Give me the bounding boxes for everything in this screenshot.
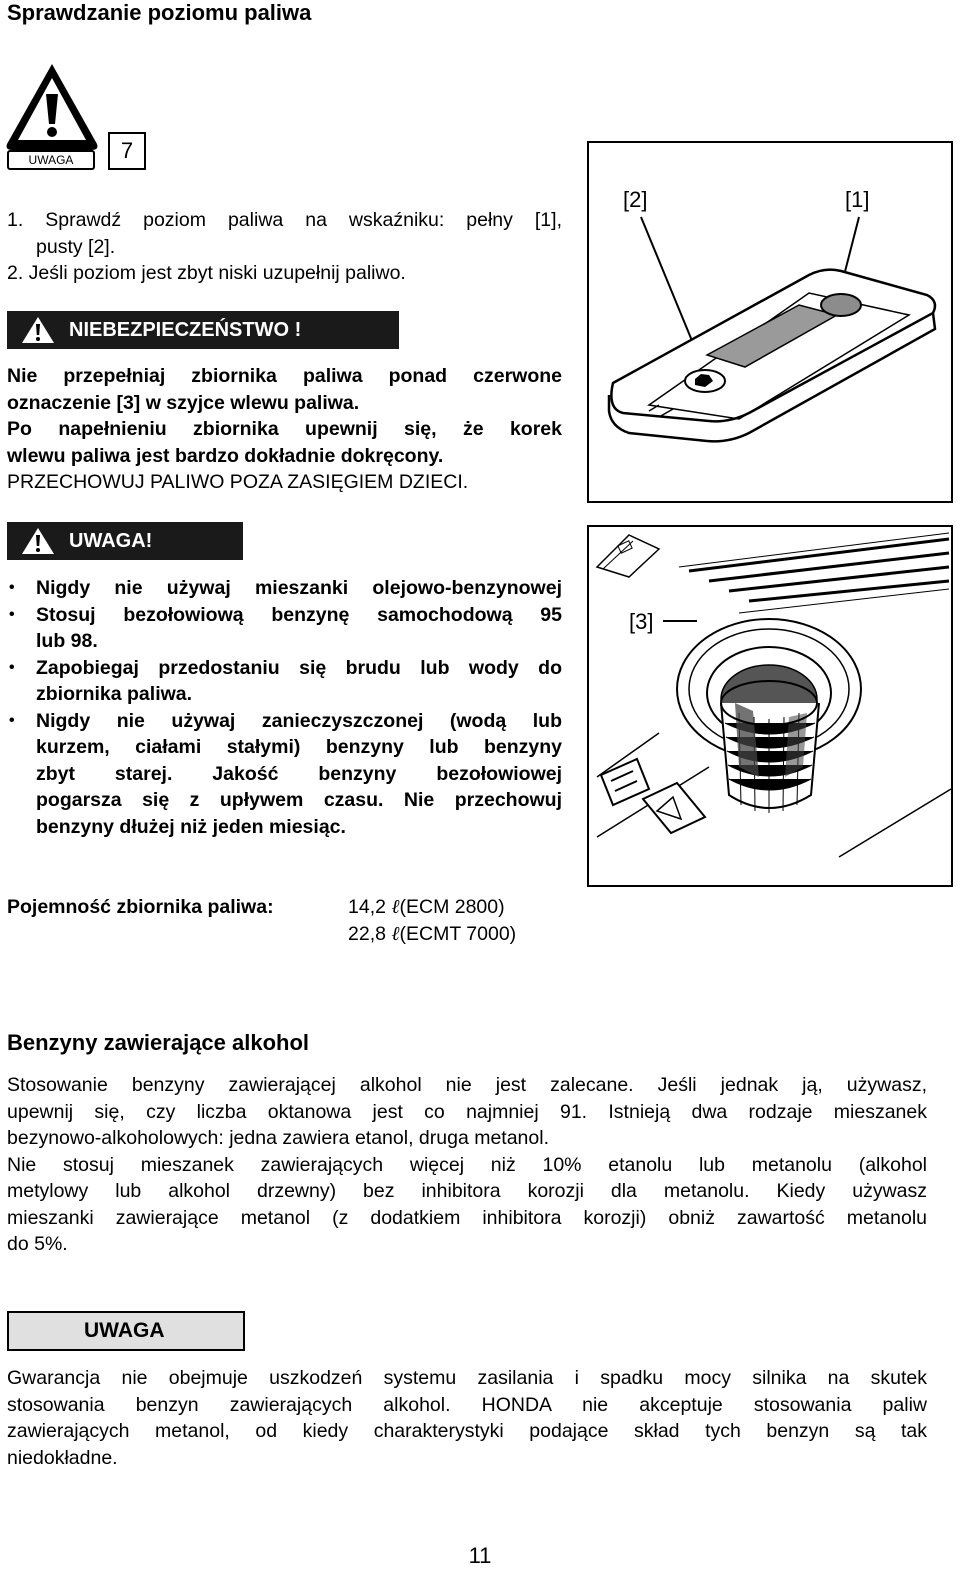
callout-empty: [2] bbox=[623, 187, 648, 212]
caution-item bbox=[7, 575, 562, 602]
warning-triangle-icon bbox=[2, 58, 102, 154]
step-line: pusty [2]. bbox=[36, 235, 116, 258]
caution-list bbox=[7, 575, 562, 840]
warning-reference-number: 7 bbox=[108, 132, 146, 170]
fuel-gauge-figure bbox=[587, 141, 953, 503]
caution-item bbox=[7, 708, 562, 841]
caution-line: • Stosuj bezołowiową benzynę samochodową 95 bbox=[36, 603, 562, 626]
note-line: niedokładne. bbox=[7, 1446, 118, 1469]
danger-line: Po napełnieniu zbiornika upewnij się, że korek bbox=[7, 418, 562, 440]
caution-line: • Zapobiegaj przedostaniu się brudu lub wody do bbox=[36, 656, 562, 679]
capacity-value: 22,8 bbox=[348, 923, 386, 945]
fuel-gauge-illustration bbox=[589, 143, 951, 501]
warning-triangle-icon bbox=[21, 315, 55, 345]
note-line: stosowania benzyn zawierających alkohol. HONDA nie akceptuje stosowania paliw bbox=[7, 1393, 927, 1416]
capacity-values bbox=[348, 894, 516, 948]
caution-line: zbyt starej. Jakość benzyny bezołowiowej bbox=[36, 762, 562, 785]
caution-line: zbiornika paliwa. bbox=[36, 683, 193, 705]
step-line: 2. Jeśli poziom jest zbyt niski uzupełnij paliwo. bbox=[7, 262, 406, 284]
caution-item bbox=[7, 655, 562, 708]
callout-mark: [3] bbox=[629, 609, 654, 634]
danger-banner-label: NIEBEZPIECZEŃSTWO ! bbox=[69, 319, 302, 341]
capacity-row bbox=[348, 894, 516, 921]
alcohol-line: bezynowo-alkoholowych: jedna zawiera etanol, druga metanol. bbox=[7, 1127, 549, 1149]
danger-line: oznaczenie [3] w szyjce wlewu paliwa. bbox=[7, 391, 360, 414]
warning-triangle-icon bbox=[21, 526, 55, 556]
alcohol-line: do 5%. bbox=[7, 1233, 68, 1255]
capacity-unit: ℓ bbox=[391, 897, 400, 918]
danger-line: wlewu paliwa jest bardzo dokładnie dokręcony. bbox=[7, 444, 444, 467]
alcohol-line: upewnij się, czy liczba oktanowa jest co najmniej 91. Istnieją dwa rodzaje mieszanek bbox=[7, 1100, 927, 1123]
caution-line: lub 98. bbox=[36, 630, 98, 652]
danger-text bbox=[7, 363, 562, 496]
note-text bbox=[7, 1365, 927, 1471]
capacity-label: Pojemność zbiornika paliwa: bbox=[7, 896, 274, 918]
page-number: 11 bbox=[468, 1543, 492, 1568]
danger-banner bbox=[7, 311, 399, 349]
alcohol-text bbox=[7, 1072, 927, 1258]
caution-line: • Nigdy nie używaj zanieczyszczonej (wodą lub bbox=[36, 709, 562, 732]
danger-line: PRZECHOWUJ PALIWO POZA ZASIĘGIEM DZIECI. bbox=[7, 471, 469, 493]
caution-line: pogarsza się z upływem czasu. Nie przechowuj bbox=[36, 789, 562, 811]
note-label-box: UWAGA bbox=[7, 1311, 245, 1351]
alcohol-line: Nie stosuj mieszanek zawierających więcej niż 10% etanolu lub metanolu (alkohol bbox=[7, 1153, 927, 1176]
filler-neck-figure bbox=[587, 525, 953, 887]
callout-full: [1] bbox=[845, 187, 870, 212]
step-line: 1. Sprawdź poziom paliwa na wskaźniku: pełny [1], bbox=[7, 209, 562, 231]
capacity-model: (ECMT 7000) bbox=[399, 923, 517, 945]
steps-list bbox=[7, 207, 562, 287]
alcohol-line: Stosowanie benzyny zawierającej alkohol nie jest zalecane. Jeśli jednak ją, używasz, bbox=[7, 1074, 927, 1096]
note-line: zawierających metanol, od kiedy charakterystyki podające skład tych benzyn są tak bbox=[7, 1420, 927, 1442]
caution-line: benzyny dłużej niż jeden miesiąc. bbox=[36, 815, 346, 838]
caution-line: • Nigdy nie używaj mieszanki olejowo-benzynowej bbox=[36, 577, 562, 599]
caution-item bbox=[7, 602, 562, 655]
danger-line: Nie przepełniaj zbiornika paliwa ponad czerwone bbox=[7, 365, 562, 387]
warning-icon-label: UWAGA bbox=[7, 150, 95, 170]
capacity-model: (ECM 2800) bbox=[399, 896, 505, 918]
alcohol-line: mieszanki zawierające metanol (z dodatkiem inhibitora korozji) obniż zawartość metanolu bbox=[7, 1206, 927, 1229]
section-heading: Benzyny zawierające alkohol bbox=[7, 1030, 310, 1055]
caution-line: kurzem, ciałami stałymi) benzyny lub benzyny bbox=[36, 736, 562, 758]
note-line: Gwarancja nie obejmuje uszkodzeń systemu zasilania i spadku mocy silnika na skutek bbox=[7, 1367, 927, 1389]
caution-banner bbox=[7, 522, 243, 560]
page-title: Sprawdzanie poziomu paliwa bbox=[7, 0, 312, 25]
filler-neck-illustration bbox=[589, 527, 951, 885]
alcohol-line: metylowy lub alkohol drzewny) bez inhibitora korozji dla metanolu. Kiedy używasz bbox=[7, 1180, 927, 1202]
capacity-unit: ℓ bbox=[391, 924, 400, 945]
capacity-row bbox=[348, 921, 516, 948]
capacity-value: 14,2 bbox=[348, 896, 386, 918]
caution-banner-label: UWAGA! bbox=[69, 530, 153, 552]
